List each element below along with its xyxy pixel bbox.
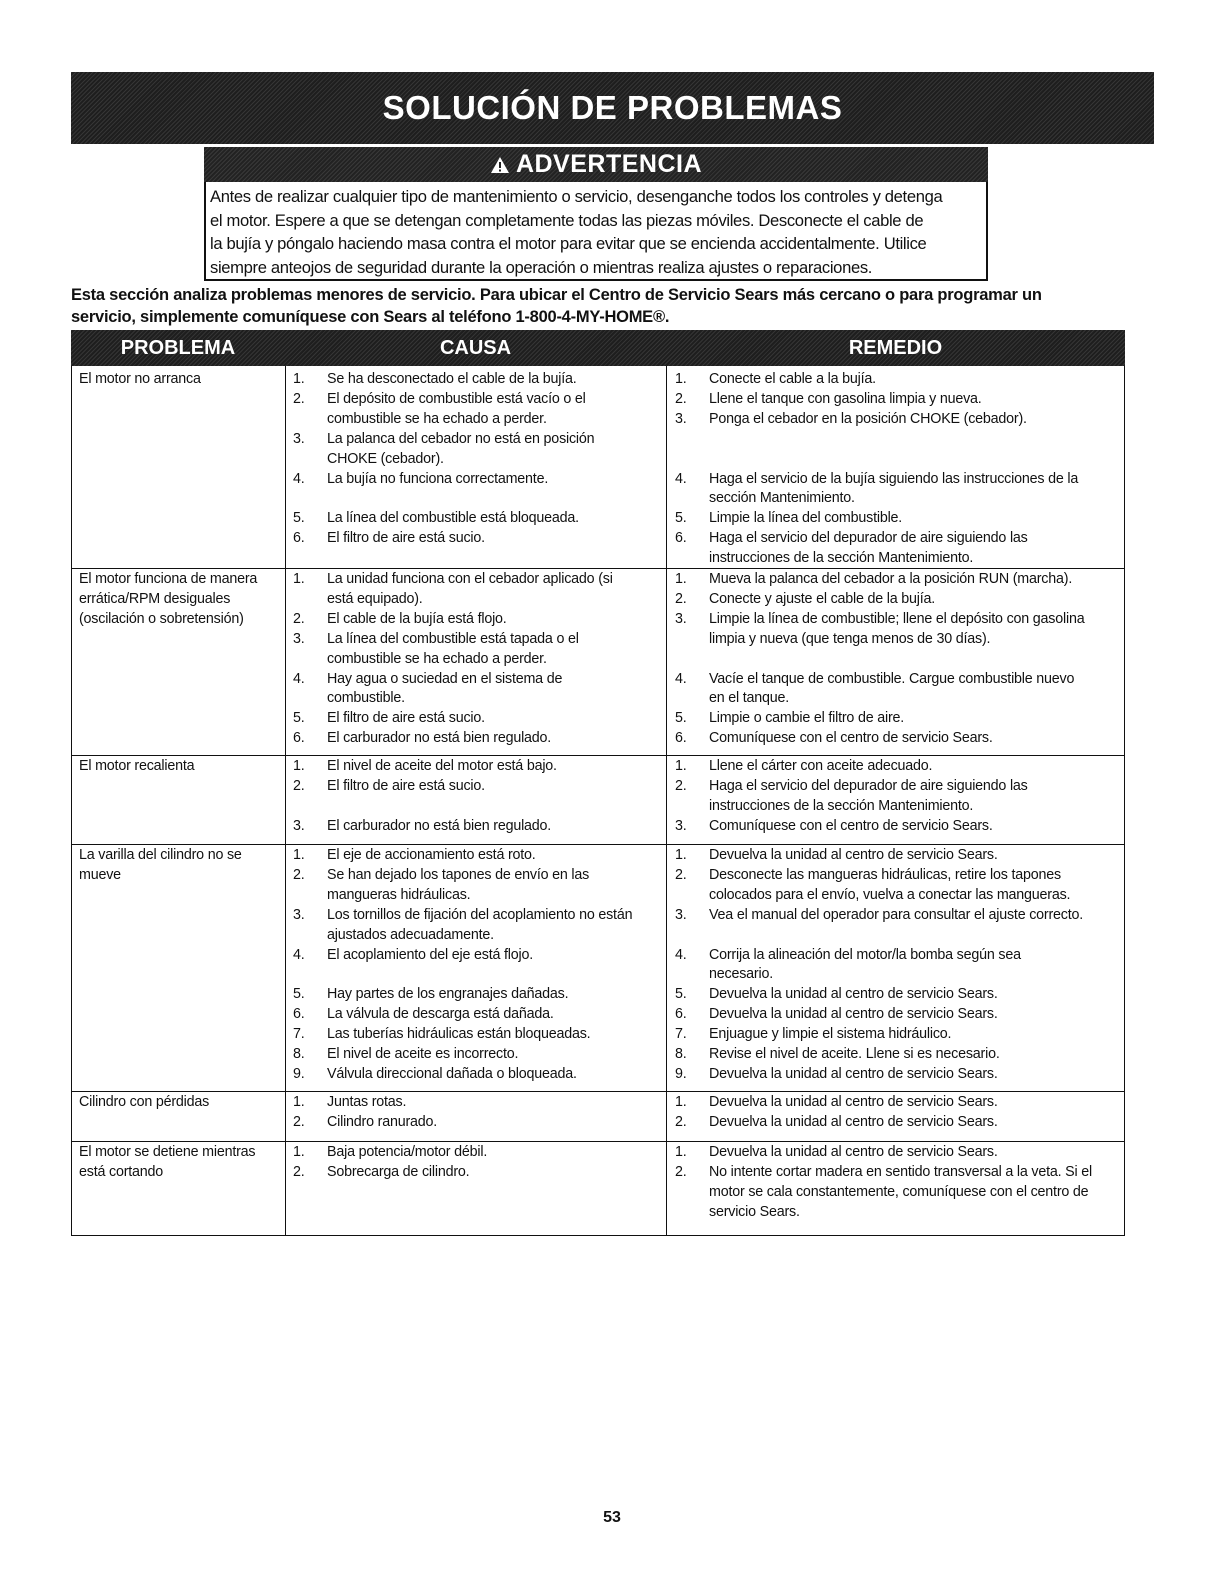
item-number: 3. <box>293 430 305 447</box>
problem-text: La varilla del cilindro no se <box>79 847 242 863</box>
item-number: 2. <box>293 610 305 627</box>
warning-line: Antes de realizar cualquier tipo de mantenimiento o servicio, desenganche todos los controles y detenga <box>210 187 943 206</box>
item-number: 5. <box>675 510 687 527</box>
item-number: 4. <box>293 470 305 487</box>
item-number: 6. <box>675 730 687 747</box>
item-text: Desconecte las mangueras hidráulicas, retire los tapones colocados para el envío, vuelva a conectar las mangueras. <box>709 866 1071 903</box>
item-text: Revise el nivel de aceite. Llene si es necesario. <box>709 1046 1000 1062</box>
item-text: Corrija la alineación del motor/la bomba según sea necesario. <box>709 946 1021 983</box>
item-number: 1. <box>293 571 305 587</box>
intro-line: Esta sección analiza problemas menores de servicio. Para ubicar el Centro de Servicio Sears más cercano o para programar un <box>71 286 1042 304</box>
item-number: 2. <box>675 866 687 883</box>
item-text: El nivel de aceite es incorrecto. <box>327 1046 519 1062</box>
item-text: Hay partes de los engranajes dañadas. <box>327 986 569 1003</box>
item-text: Conecte y ajuste el cable de la bujía. <box>709 590 936 607</box>
item-number: 1. <box>675 371 687 387</box>
item-number: 2. <box>675 390 687 407</box>
item-text: Devuelva la unidad al centro de servicio Sears. <box>709 847 998 863</box>
warning-header <box>204 147 988 182</box>
item-text: El filtro de aire está sucio. <box>327 530 485 547</box>
intro-line: servicio, simplemente comuníquese con Sears al teléfono 1-800-4-MY-HOME®. <box>71 308 670 326</box>
problem-text: El motor recalienta <box>79 758 195 774</box>
item-text: Devuelva la unidad al centro de servicio Sears. <box>709 986 998 1003</box>
item-number: 5. <box>675 986 687 1003</box>
item-text: Vacíe el tanque de combustible. Cargue combustible nuevo en el tanque. <box>709 670 1075 707</box>
item-text: Hay agua o suciedad en el sistema de combustible. <box>327 670 563 707</box>
item-number: 1. <box>293 371 305 387</box>
item-number: 2. <box>293 777 305 794</box>
row-divider <box>71 1091 1125 1092</box>
item-text: Devuelva la unidad al centro de servicio Sears. <box>709 1113 998 1130</box>
problem-text: mueve <box>79 866 121 883</box>
item-number: 3. <box>293 630 305 647</box>
row-divider <box>71 1141 1125 1142</box>
item-text: El carburador no está bien regulado. <box>327 730 552 747</box>
item-number: 6. <box>293 1006 305 1023</box>
item-text: Las tuberías hidráulicas están bloqueadas. <box>327 1026 591 1043</box>
item-text: El eje de accionamiento está roto. <box>327 847 536 863</box>
item-number: 1. <box>293 1144 305 1160</box>
item-text: Conecte el cable a la bujía. <box>709 371 876 387</box>
item-number: 8. <box>675 1046 687 1062</box>
item-number: 4. <box>675 670 687 687</box>
item-text: Haga el servicio del depurador de aire siguiendo las instrucciones de la sección Mantenimiento. <box>709 777 1028 814</box>
item-text: Comuníquese con el centro de servicio Sears. <box>709 817 993 834</box>
column-divider <box>666 366 667 1235</box>
warning-line: el motor. Espere a que se detengan completamente todas las piezas móviles. Desconecte el cable de <box>210 210 924 230</box>
problem-cell <box>79 570 279 630</box>
item-text: Mueva la palanca del cebador a la posición RUN (marcha). <box>709 571 1073 587</box>
problem-text: está cortando <box>79 1163 164 1180</box>
item-text: La bujía no funciona correctamente. <box>327 470 549 487</box>
page-title: SOLUCIÓN DE PROBLEMAS <box>382 89 843 126</box>
item-text: Llene el tanque con gasolina limpia y nueva. <box>709 390 982 407</box>
problem-text: El motor se detiene mientras <box>79 1144 256 1160</box>
item-number: 5. <box>293 510 305 527</box>
item-number: 2. <box>293 866 305 883</box>
item-text: Haga el servicio del depurador de aire siguiendo las instrucciones de la sección Mantenimiento. <box>709 530 1028 567</box>
item-number: 2. <box>675 1113 687 1130</box>
item-number: 3. <box>675 610 687 627</box>
item-text: Vea el manual del operador para consultar el ajuste correcto. <box>709 906 1084 923</box>
item-number: 8. <box>293 1046 305 1062</box>
item-number: 1. <box>293 1094 305 1110</box>
item-text: La línea del combustible está bloqueada. <box>327 510 579 527</box>
item-number: 4. <box>675 946 687 963</box>
table-border-right <box>1124 366 1125 1235</box>
problem-text: (oscilación o sobretensión) <box>79 610 244 627</box>
item-number: 6. <box>675 1006 687 1023</box>
intro-paragraph <box>71 284 1161 328</box>
item-number: 3. <box>675 906 687 923</box>
item-text: Ponga el cebador en la posición CHOKE (cebador). <box>709 410 1027 427</box>
item-number: 2. <box>675 777 687 794</box>
item-number: 2. <box>293 1113 305 1130</box>
item-text: Se ha desconectado el cable de la bujía. <box>327 371 577 387</box>
item-text: No intente cortar madera en sentido transversal a la veta. Si el motor se cala constantemente, comuníquese con el centro de servicio Sears. <box>709 1163 1092 1220</box>
item-number: 3. <box>293 906 305 923</box>
item-number: 1. <box>675 571 687 587</box>
item-text: El filtro de aire está sucio. <box>327 777 485 794</box>
item-text: Enjuague y limpie el sistema hidráulico. <box>709 1026 952 1043</box>
problem-text: El motor funciona de manera <box>79 571 258 587</box>
item-number: 5. <box>675 710 687 727</box>
item-number: 4. <box>293 946 305 963</box>
item-text: Limpie o cambie el filtro de aire. <box>709 710 905 727</box>
item-number: 6. <box>293 730 305 747</box>
item-number: 9. <box>675 1065 687 1082</box>
item-number: 5. <box>293 710 305 727</box>
item-text: Haga el servicio de la bujía siguiendo las instrucciones de la sección Mantenimiento. <box>709 470 1079 507</box>
item-number: 6. <box>675 530 687 547</box>
item-number: 1. <box>293 847 305 863</box>
problem-text: El motor no arranca <box>79 371 201 387</box>
item-text: El cable de la bujía está flojo. <box>327 610 507 627</box>
item-text: La unidad funciona con el cebador aplicado (si está equipado). <box>327 571 613 607</box>
item-text: Limpie la línea del combustible. <box>709 510 903 527</box>
item-text: Devuelva la unidad al centro de servicio Sears. <box>709 1094 998 1110</box>
item-number: 2. <box>675 1163 687 1180</box>
header-remedy: REMEDIO <box>848 337 943 359</box>
section-banner <box>71 72 1154 144</box>
item-text: Los tornillos de fijación del acoplamiento no están ajustados adecuadamente. <box>327 906 633 943</box>
column-divider <box>285 366 286 1235</box>
item-number: 3. <box>675 410 687 427</box>
item-text: Baja potencia/motor débil. <box>327 1144 488 1160</box>
header-problem: PROBLEMA <box>120 337 236 359</box>
warning-line: siempre anteojos de seguridad durante la operación o mientras realiza ajustes o reparaciones. <box>210 257 873 277</box>
item-number: 3. <box>293 817 305 834</box>
item-number: 2. <box>293 390 305 407</box>
item-text: La válvula de descarga está dañada. <box>327 1006 554 1023</box>
table-header <box>71 330 1125 366</box>
warning-line: la bujía y póngalo haciendo masa contra el motor para evitar que se encienda accidentalmente. Utilice <box>210 234 927 253</box>
row-divider <box>71 844 1125 845</box>
item-number: 7. <box>675 1026 687 1043</box>
item-text: La palanca del cebador no está en posición CHOKE (cebador). <box>327 430 595 467</box>
item-text: Devuelva la unidad al centro de servicio Sears. <box>709 1144 998 1160</box>
item-number: 1. <box>675 758 687 774</box>
item-text: El acoplamiento del eje está flojo. <box>327 946 533 963</box>
item-text: El filtro de aire está sucio. <box>327 710 485 727</box>
item-text: El depósito de combustible está vacío o el combustible se ha echado a perder. <box>327 390 586 427</box>
item-number: 1. <box>675 1144 687 1160</box>
problem-cell <box>79 757 279 777</box>
item-number: 7. <box>293 1026 305 1043</box>
item-number: 4. <box>293 670 305 687</box>
item-text: La línea del combustible está tapada o el combustible se ha echado a perder. <box>327 630 579 667</box>
table-border-left <box>71 366 72 1235</box>
item-number: 1. <box>293 758 305 774</box>
item-text: Cilindro ranurado. <box>327 1113 438 1130</box>
item-number: 2. <box>293 1163 305 1180</box>
page-number: 53 <box>603 1509 621 1526</box>
item-text: Llene el cárter con aceite adecuado. <box>709 758 933 774</box>
item-text: Juntas rotas. <box>327 1094 407 1110</box>
row-divider <box>71 755 1125 756</box>
item-text: Devuelva la unidad al centro de servicio Sears. <box>709 1065 998 1082</box>
header-cause: CAUSA <box>439 337 512 359</box>
item-number: 1. <box>675 847 687 863</box>
problem-cell <box>79 370 279 390</box>
item-text: Comuníquese con el centro de servicio Sears. <box>709 730 993 747</box>
item-number: 4. <box>675 470 687 487</box>
troubleshooting-table <box>71 330 1125 1236</box>
problem-cell <box>79 846 279 886</box>
warning-text <box>204 182 988 281</box>
item-text: Válvula direccional dañada o bloqueada. <box>327 1065 577 1082</box>
item-number: 2. <box>675 590 687 607</box>
problem-text: errática/RPM desiguales <box>79 590 231 607</box>
problem-text: Cilindro con pérdidas <box>79 1094 210 1110</box>
item-number: 6. <box>293 530 305 547</box>
item-text: Sobrecarga de cilindro. <box>327 1163 470 1180</box>
item-text: Se han dejado los tapones de envío en las mangueras hidráulicas. <box>327 866 590 903</box>
item-text: El carburador no está bien regulado. <box>327 817 552 834</box>
item-number: 1. <box>675 1094 687 1110</box>
item-number: 9. <box>293 1065 305 1082</box>
item-text: Limpie la línea de combustible; llene el depósito con gasolina limpia y nueva (que tenga menos de 30 días). <box>709 610 1085 647</box>
item-text: El nivel de aceite del motor está bajo. <box>327 758 557 774</box>
problem-cell <box>79 1093 279 1113</box>
problem-cell <box>79 1143 279 1183</box>
item-text: Devuelva la unidad al centro de servicio Sears. <box>709 1006 998 1023</box>
item-number: 3. <box>675 817 687 834</box>
warning-triangle-icon <box>490 156 510 174</box>
item-number: 5. <box>293 986 305 1003</box>
warning-title: ADVERTENCIA <box>515 150 703 178</box>
